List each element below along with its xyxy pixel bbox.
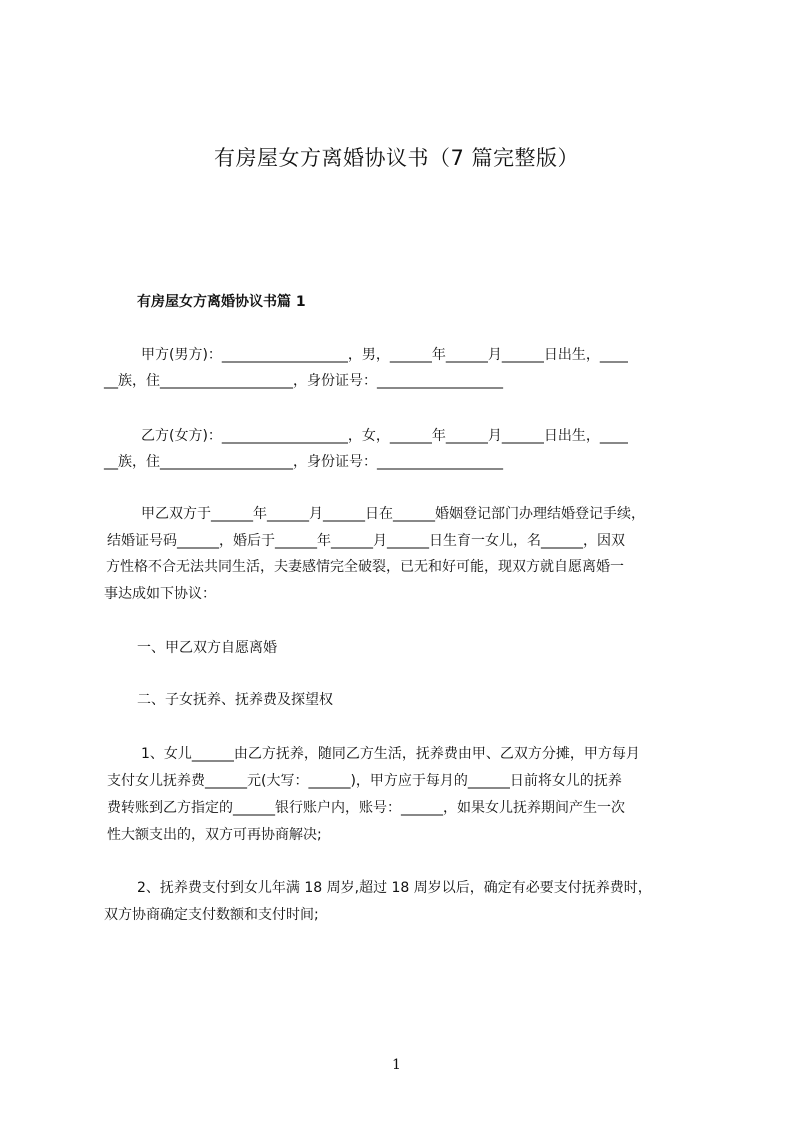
intro-line-4: 事达成如下协议：: [104, 586, 216, 602]
item-1-line-1: 1、女儿______由乙方抚养，随同乙方生活，抚养费由甲、乙双方分摊，甲方每月: [141, 746, 640, 762]
document-title: 有房屋女方离婚协议书（7 篇完整版）: [213, 146, 580, 170]
item-1-line-2: 支付女儿抚养费______元(大写：______)，甲方应于每月的______日前将女儿的抚养: [107, 773, 622, 789]
intro-line-1: 甲乙双方于______年______月______日在______婚姻登记部门办理结婚登记手续，: [141, 506, 645, 522]
item-1-line-3: 费转账到乙方指定的______银行账户内，账号：______，如果女儿抚养期间产生一次: [107, 800, 625, 816]
page-number: 1: [392, 1057, 401, 1073]
intro-line-2: 结婚证号码______，婚后于______年______月______日生育一女儿，名______，因双: [107, 533, 625, 549]
party-a-line-2: __族，住___________________，身份证号：__________________: [104, 373, 503, 389]
party-a-line-1: 甲方(男方)：__________________，男，______年______月______日出生，____: [141, 347, 628, 363]
item-2-line-1: 2、抚养费支付到女儿年满 18 周岁,超过 18 周岁以后，确定有必要支付抚养费时，: [137, 880, 652, 896]
party-b-line-2: __族，住___________________，身份证号：__________________: [104, 454, 503, 470]
section-heading: 有房屋女方离婚协议书篇 1: [137, 294, 306, 310]
item-2-line-2: 双方协商确定支付数额和支付时间;: [104, 907, 319, 923]
item-1-line-4: 性大额支出的，双方可再协商解决;: [107, 827, 322, 843]
party-b-line-1: 乙方(女方)：__________________，女，______年______月______日出生，____: [141, 428, 628, 444]
intro-line-3: 方性格不合无法共同生活，夫妻感情完全破裂，已无和好可能，现双方就自愿离婚一: [106, 559, 624, 575]
clause-2: 二、子女抚养、抚养费及探望权: [137, 692, 333, 708]
clause-1: 一、甲乙双方自愿离婚: [137, 640, 277, 656]
